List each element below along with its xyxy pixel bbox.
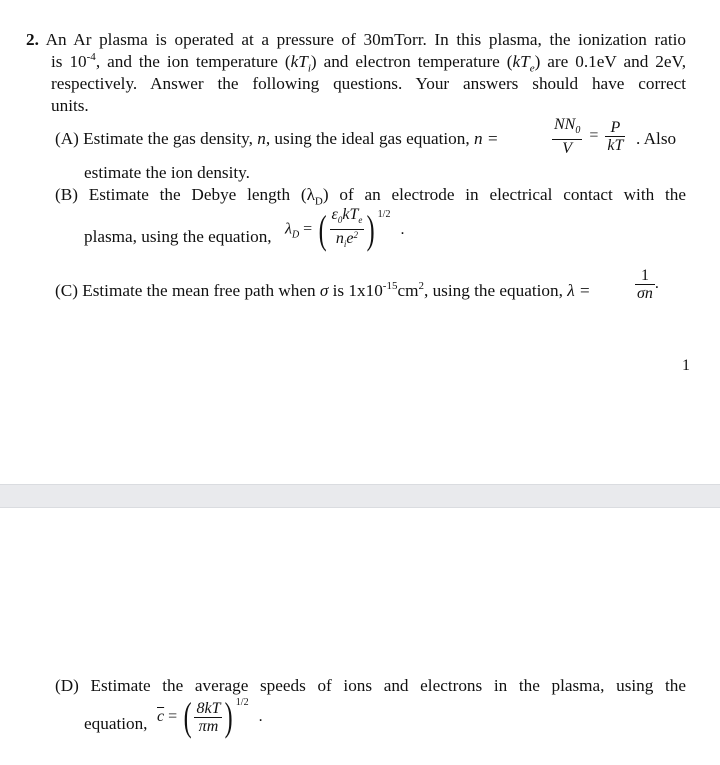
question-number: 2. — [26, 30, 39, 49]
fraction-debye: $\frac{\varepsilon_0kT_e}{n_ie^2}$ — [331, 206, 363, 250]
page-number: 1 — [682, 357, 690, 374]
part-a-line-2: estimate the ion density. — [84, 163, 250, 182]
intro-line-3: respectively. Answer the following questions. Your answers should have correct — [51, 74, 686, 93]
part-c-text: (C) Estimate the mean free path when σ is $1x10^{-15}cm^2$, using the equation, λ = — [55, 280, 591, 300]
fraction-nn0-v: $\frac{NN_0}{V}$ — [554, 116, 581, 158]
part-a-text: (A) Estimate the gas density, n, using the ideal gas equation, n = — [55, 129, 499, 148]
page-2 — [0, 508, 720, 765]
part-c-equation: $\frac{1}{\sigma n}$ . — [637, 267, 659, 302]
part-b-line-2: plasma, using the equation, — [84, 227, 272, 246]
intro-line-1: 2. An Ar plasma is operated at a pressure of 30mTorr. In this plasma, the ionization ratio — [26, 30, 686, 49]
part-d-line-1: (D) Estimate the average speeds of ions and electrons in the plasma, using the — [55, 676, 686, 695]
intro-line-2: is $10^{-4}$, and the ion temperature $(kT_i)$ and electron temperature $(kT_e)$ are 0.1eV and 2eV, — [51, 51, 686, 75]
page-gap — [0, 484, 720, 508]
part-a-equation: $\frac{NN_0}{V}$ = $\frac{P}{kT}$ — [554, 116, 624, 158]
part-b-equation: $\lambda_D$ = ( $\frac{\varepsilon_0kT_e}{n_ie^2}$ ) $^{1/2}$ . — [285, 206, 405, 252]
fraction-p-kt: $\frac{P}{kT}$ — [607, 119, 624, 155]
part-d-line-2: equation, — [84, 714, 148, 733]
part-b-line-1: (B) Estimate the Debye length $(\lambda_D)$ of an electrode in electrical contact with the — [55, 185, 686, 208]
part-a-also: . Also — [636, 129, 677, 148]
intro-line-4: units. — [51, 96, 89, 115]
part-d-equation: $\overline{c}$ = ( $\frac{8kT}{\pi m}$ ) $^{1/2}$ . — [157, 694, 263, 739]
fraction-speed: $\frac{8kT}{\pi m}$ — [196, 699, 221, 735]
